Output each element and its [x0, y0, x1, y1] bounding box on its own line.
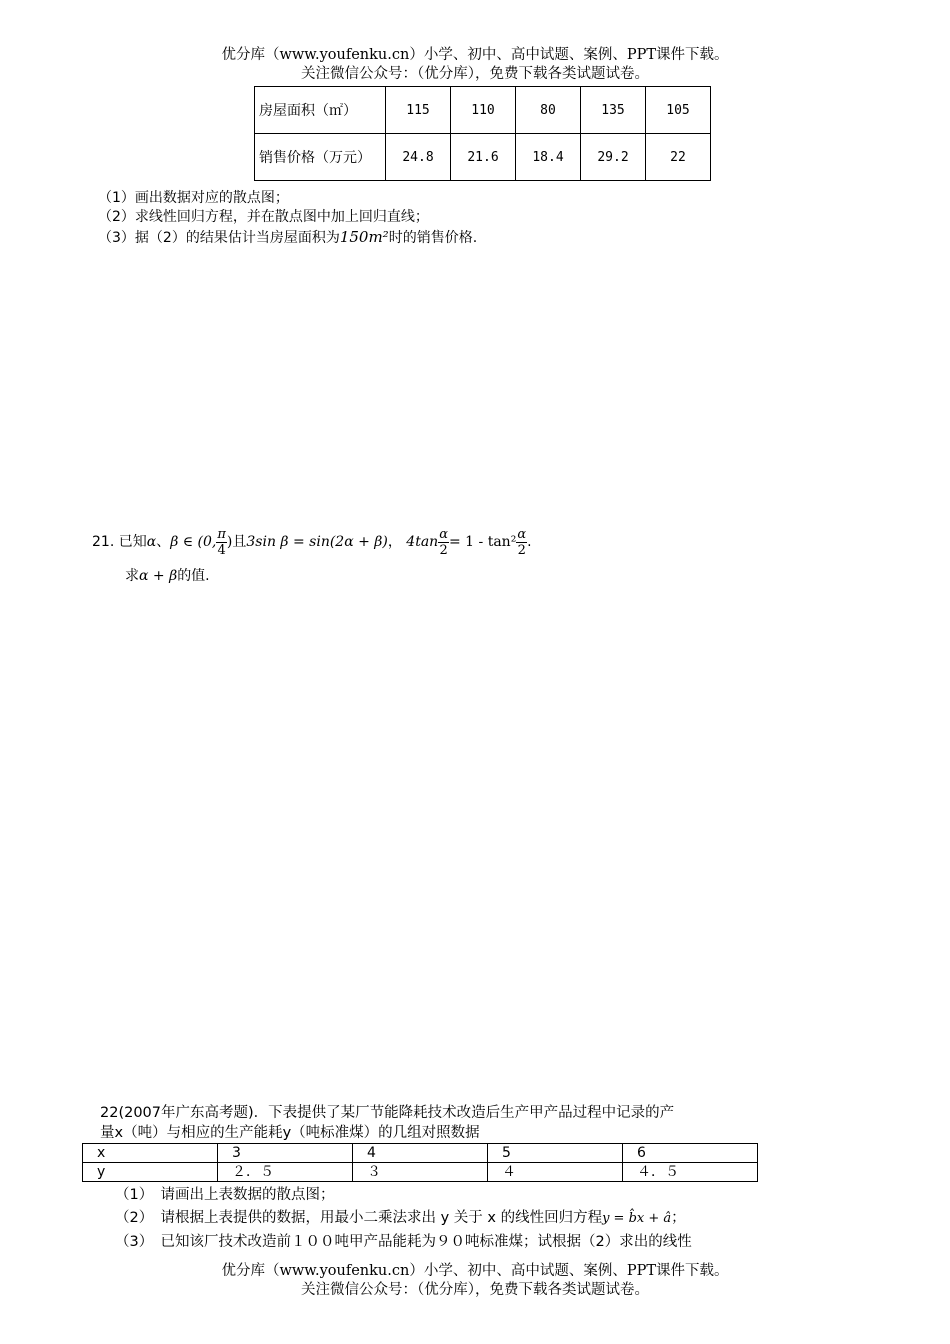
q20-item-3-math: 150m²	[339, 228, 389, 246]
q21-four: 4	[217, 542, 226, 558]
q21-beta-in: β ∈ (0,	[170, 534, 217, 550]
q21-separator: 、	[156, 534, 171, 550]
header-line-1: 优分库（www.youfenku.cn）小学、初中、高中试题、案例、PPT课件下载。	[221, 47, 729, 63]
q21-ask-post: 的值.	[177, 568, 210, 584]
price-cell: 22	[646, 134, 711, 181]
y-value-cell: ２．５	[218, 1163, 353, 1182]
row-label-area: 房屋面积（㎡）	[255, 87, 386, 134]
q22-item-1: （1） 请画出上表数据的散点图；	[115, 1187, 335, 1203]
x-label-cell: x	[83, 1144, 218, 1163]
q21-given: 已知	[118, 534, 147, 550]
q21-alpha-over-2-a	[438, 527, 449, 558]
q21-pi-over-4	[216, 527, 227, 558]
area-cell: 110	[451, 87, 516, 134]
row-label-price: 销售价格（万元）	[255, 134, 386, 181]
q21-eq2-mid: = 1 - tan²	[448, 534, 517, 550]
q22-item-2-pre: （2） 请根据上表提供的数据，用最小二乘法求出 y 关于 x 的线性回归方程	[115, 1210, 603, 1226]
x-value-cell: 5	[488, 1144, 623, 1163]
q21-pi: π	[217, 526, 226, 542]
xy-data-table	[82, 1143, 758, 1182]
q21-close-paren: )	[226, 534, 233, 550]
x-value-cell: 3	[218, 1144, 353, 1163]
y-value-cell: ３	[353, 1163, 488, 1182]
q20-item-1: （1）画出数据对应的散点图；	[98, 190, 289, 206]
table-row	[83, 1144, 758, 1163]
area-cell: 115	[386, 87, 451, 134]
q21-and: 且	[232, 534, 247, 550]
price-cell: 24.8	[386, 134, 451, 181]
q22-item-2-post: ；	[671, 1210, 686, 1226]
q21-number: 21.	[92, 534, 115, 550]
area-cell: 135	[581, 87, 646, 134]
x-value-cell: 6	[623, 1144, 758, 1163]
y-value-cell: ４	[488, 1163, 623, 1182]
y-value-cell: ４．５	[623, 1163, 758, 1182]
q20-item-2: （2）求线性回归方程，并在散点图中加上回归直线；	[98, 209, 429, 225]
footer-line-2: 关注微信公众号：（优分库），免费下载各类试题试卷。	[301, 1282, 649, 1298]
footer-line-1: 优分库（www.youfenku.cn）小学、初中、高中试题、案例、PPT课件下载。	[221, 1263, 729, 1279]
q21-frac-two: 2	[517, 542, 526, 558]
q21-frac-two: 2	[439, 542, 448, 558]
q21-alpha: α	[146, 534, 157, 550]
table-row	[255, 134, 711, 181]
q21-ask-pre: 求	[125, 568, 139, 584]
q21-comma: ，	[387, 534, 402, 550]
q20-item-3-pre: （3）据（2）的结果估计当房屋面积为	[98, 230, 340, 246]
price-cell: 21.6	[451, 134, 516, 181]
area-cell: 105	[646, 87, 711, 134]
q22-line-1: 22(2007年广东高考题)．下表提供了某厂节能降耗技术改造后生产甲产品过程中记录的产	[100, 1105, 675, 1121]
y-label-cell: y	[83, 1163, 218, 1182]
q21-frac-alpha: α	[517, 526, 527, 542]
q21-period: .	[527, 534, 532, 550]
q20-item-3-post: 时的销售价格.	[388, 230, 478, 246]
q22-item-3: （3） 已知该厂技术改造前１００吨甲产品能耗为９０吨标准煤；试根据（2）求出的线性	[115, 1234, 692, 1250]
price-cell: 18.4	[516, 134, 581, 181]
q21-equation-1: 3sin β = sin(2α + β)	[246, 534, 388, 550]
x-value-cell: 4	[353, 1144, 488, 1163]
q21-frac-alpha: α	[439, 526, 448, 542]
header-line-2: 关注微信公众号：（优分库），免费下载各类试题试卷。	[301, 66, 649, 82]
table-row	[83, 1163, 758, 1182]
q21-alpha-over-2-b	[516, 527, 527, 558]
price-cell: 29.2	[581, 134, 646, 181]
q22-item-2-math: y = b̂x + â	[602, 1211, 672, 1226]
house-data-table	[254, 86, 711, 181]
q21-ask-math: α + β	[139, 568, 178, 584]
q21-eq2-pre: 4tan	[406, 534, 439, 550]
q22-line-2: 量x（吨）与相应的生产能耗y（吨标准煤）的几组对照数据	[100, 1125, 480, 1141]
q20-item-3	[98, 228, 477, 248]
table-row	[255, 87, 711, 134]
q22-item-2	[115, 1209, 686, 1228]
area-cell: 80	[516, 87, 581, 134]
q21-statement	[92, 522, 532, 562]
q21-ask	[125, 566, 210, 586]
